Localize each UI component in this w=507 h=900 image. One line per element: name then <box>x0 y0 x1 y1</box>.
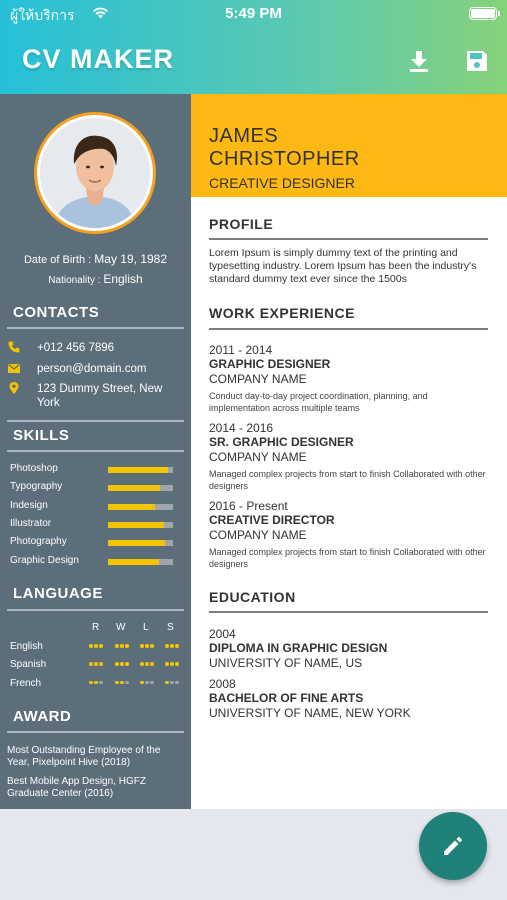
last-name: CHRISTOPHER <box>209 148 360 170</box>
phone-icon <box>8 341 20 353</box>
language-name: English <box>10 641 43 652</box>
job-description: Managed complex projects from start to finish Collaborated with other designers <box>209 547 486 569</box>
skill-row <box>10 500 175 514</box>
skill-row <box>10 463 175 477</box>
skill-bar <box>108 559 173 565</box>
profile-text: Lorem Ipsum is simply dummy text of the printing and typesetting industry. Lorem Ipsum has been the industry's standard dummy text ever since the 1500s <box>209 247 477 285</box>
skills-heading: SKILLS <box>13 427 70 444</box>
save-icon <box>466 50 488 72</box>
language-rating-dots <box>89 681 103 687</box>
skill-bar-fill <box>108 467 168 473</box>
skill-bar <box>108 540 173 546</box>
divider <box>209 328 488 330</box>
skill-row <box>10 536 175 550</box>
language-rating-dots <box>165 644 179 650</box>
education-heading: EDUCATION <box>209 589 296 605</box>
language-name: French <box>10 677 42 689</box>
contacts-heading: CONTACTS <box>13 304 100 321</box>
education-school: UNIVERSITY OF NAME, NEW YORK <box>209 706 411 720</box>
skill-name: Typography <box>10 481 63 493</box>
job-title: GRAPHIC DESIGNER <box>209 357 331 371</box>
app-header <box>0 0 507 94</box>
education-school: UNIVERSITY OF NAME, US <box>209 656 363 670</box>
education-year: 2004 <box>209 627 236 641</box>
language-rating-dots <box>89 644 103 650</box>
download-button[interactable] <box>404 46 434 76</box>
download-icon <box>409 50 429 72</box>
profile-photo <box>40 118 150 228</box>
education-year: 2008 <box>209 677 236 691</box>
skill-bar-fill <box>108 504 155 510</box>
language-rating-dots <box>89 662 103 668</box>
skill-bar-fill <box>108 485 160 491</box>
award-heading: AWARD <box>13 708 72 725</box>
language-heading: LANGUAGE <box>13 585 103 602</box>
skill-bar <box>108 522 173 528</box>
skill-row <box>10 555 175 569</box>
award-item: Most Outstanding Employee of the Year, Pixelpoint Hive (2018) <box>7 745 161 768</box>
language-name: Spanish <box>10 659 47 671</box>
language-column-r: R <box>92 622 100 633</box>
job-description: Conduct day-to-day project coordination, planning, and implementation across multiple teams <box>209 391 428 413</box>
skill-row <box>10 518 175 532</box>
status-bar <box>10 5 497 23</box>
language-column-w: W <box>116 622 126 633</box>
date-of-birth <box>0 252 191 266</box>
divider <box>7 450 184 452</box>
language-rating-dots <box>140 644 154 650</box>
job-years: 2014 - 2016 <box>209 421 274 435</box>
job-role: CREATIVE DESIGNER <box>209 175 355 191</box>
skill-row <box>10 481 175 495</box>
nationality <box>0 272 191 286</box>
job-company: COMPANY NAME <box>209 372 307 386</box>
first-name: JAMES <box>209 125 279 147</box>
edit-pencil-icon <box>441 834 465 858</box>
education-degree: BACHELOR OF FINE ARTS <box>209 691 364 705</box>
language-rating-dots <box>115 662 129 668</box>
name-banner <box>191 94 507 197</box>
email-text: person@domain.com <box>37 363 147 375</box>
divider <box>7 609 184 611</box>
work-heading: WORK EXPERIENCE <box>209 305 355 321</box>
job-title: CREATIVE DIRECTOR <box>209 513 335 527</box>
job-description: Managed complex projects from start to finish Collaborated with other designers <box>209 469 486 491</box>
language-row <box>10 659 185 673</box>
language-rating-dots <box>115 644 129 650</box>
divider <box>7 731 184 733</box>
skill-bar <box>108 504 173 510</box>
skill-name: Illustrator <box>10 517 52 529</box>
mail-icon <box>8 363 20 375</box>
divider <box>209 611 488 613</box>
job-company: COMPANY NAME <box>209 450 307 464</box>
app-title: CV MAKER <box>22 44 175 74</box>
skill-bar-fill <box>108 559 159 565</box>
award-item: Best Mobile App Design, HGFZ Graduate Center (2016) <box>7 776 146 799</box>
job-title: SR. GRAPHIC DESIGNER <box>209 435 354 449</box>
avatar <box>34 112 156 234</box>
address-text: 123 Dummy Street, New York <box>37 383 163 409</box>
language-row <box>10 641 185 655</box>
divider <box>7 327 184 329</box>
cv-sidebar <box>0 94 191 809</box>
skill-bar <box>108 485 173 491</box>
skill-bar-fill <box>108 540 165 546</box>
skill-name: Photoshop <box>10 463 58 474</box>
location-pin-icon <box>8 382 20 394</box>
carrier-label: ผู้ให้บริการ <box>10 7 75 23</box>
language-rating-dots <box>115 681 129 687</box>
profile-heading: PROFILE <box>209 216 274 232</box>
language-column-l: L <box>143 622 149 633</box>
language-rating-dots <box>165 662 179 668</box>
dob-value: May 19, 1982 <box>94 252 168 266</box>
divider <box>209 238 488 240</box>
battery-icon <box>469 7 497 20</box>
skill-name: Indesign <box>10 499 48 511</box>
edit-fab-button[interactable] <box>419 812 487 880</box>
save-button[interactable] <box>462 46 492 76</box>
language-rating-dots <box>140 662 154 668</box>
language-rating-dots <box>140 681 154 687</box>
language-row <box>10 678 185 692</box>
skill-bar <box>108 467 173 473</box>
nationality-value: English <box>103 272 143 286</box>
skill-name: Graphic Design <box>10 554 79 566</box>
language-column-s: S <box>167 622 174 633</box>
education-degree: DIPLOMA IN GRAPHIC DESIGN <box>209 641 388 655</box>
clock: 5:49 PM <box>225 5 282 22</box>
cv-main <box>191 94 507 809</box>
phone-text: +012 456 7896 <box>37 342 115 354</box>
language-rating-dots <box>165 681 179 687</box>
dob-label: Date of Birth : <box>23 254 92 266</box>
job-company: COMPANY NAME <box>209 528 307 542</box>
job-years: 2011 - 2014 <box>209 343 273 357</box>
divider <box>7 420 184 422</box>
skill-name: Photography <box>10 536 67 548</box>
nationality-label: Nationality : <box>48 275 101 286</box>
skill-bar-fill <box>108 522 164 528</box>
job-years: 2016 - Present <box>209 499 288 513</box>
